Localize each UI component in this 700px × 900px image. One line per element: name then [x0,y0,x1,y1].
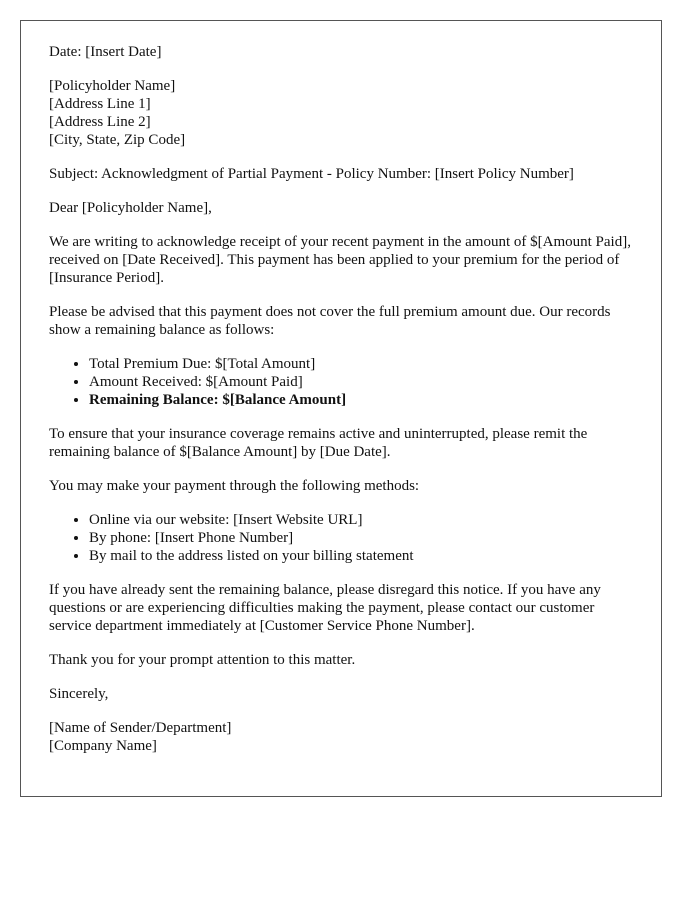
balance-item-total-premium: • Total Premium Due: $[Total Amount] [89,355,633,373]
recipient-address-block [49,77,633,149]
balance-intro-paragraph: Please be advised that this payment does not cover the full premium amount due. Our records show a remaining balance as follows: [49,304,611,338]
disregard-paragraph: If you have already sent the remaining balance, please disregard this notice. If you have any questions or are experiencing difficulties making the payment, please contact our customer service department immediately at [Customer Service Phone Number]. [49,582,601,634]
recipient-name: [Policyholder Name] [49,78,176,94]
recipient-address-line-2: [Address Line 2] [49,114,151,130]
acknowledgment-paragraph: We are writing to acknowledge receipt of your recent payment in the amount of $[Amount Paid], received on [Date Received]. This payment has been applied to your premium for the period of [Insurance Period]. [49,234,631,286]
subject-line: Subject: Acknowledgment of Partial Payment - Policy Number: [Insert Policy Number] [49,166,574,182]
company-name: [Company Name] [49,738,157,754]
sender-name: [Name of Sender/Department] [49,720,232,736]
balance-item-remaining-balance: • Remaining Balance: $[Balance Amount] [89,391,633,409]
recipient-city-state-zip: [City, State, Zip Code] [49,132,186,148]
payment-method-phone: • By phone: [Insert Phone Number] [89,529,633,547]
payment-method-mail: • By mail to the address listed on your billing statement [89,547,633,565]
signature-block [49,719,633,755]
payment-methods-list [49,511,633,565]
letter-document [20,20,662,797]
closing-line: Sincerely, [49,686,109,702]
thank-you-paragraph: Thank you for your prompt attention to this matter. [49,652,356,668]
remit-paragraph: To ensure that your insurance coverage remains active and uninterrupted, please remit the remaining balance of $[Balance Amount] by [Due Date]. [49,426,588,460]
salutation: Dear [Policyholder Name], [49,200,212,216]
payment-methods-intro: You may make your payment through the following methods: [49,478,420,494]
payment-method-online: • Online via our website: [Insert Website URL] [89,511,633,529]
balance-item-amount-received: • Amount Received: $[Amount Paid] [89,373,633,391]
date-line: Date: [Insert Date] [49,44,162,60]
balance-list [49,355,633,409]
recipient-address-line-1: [Address Line 1] [49,96,151,112]
